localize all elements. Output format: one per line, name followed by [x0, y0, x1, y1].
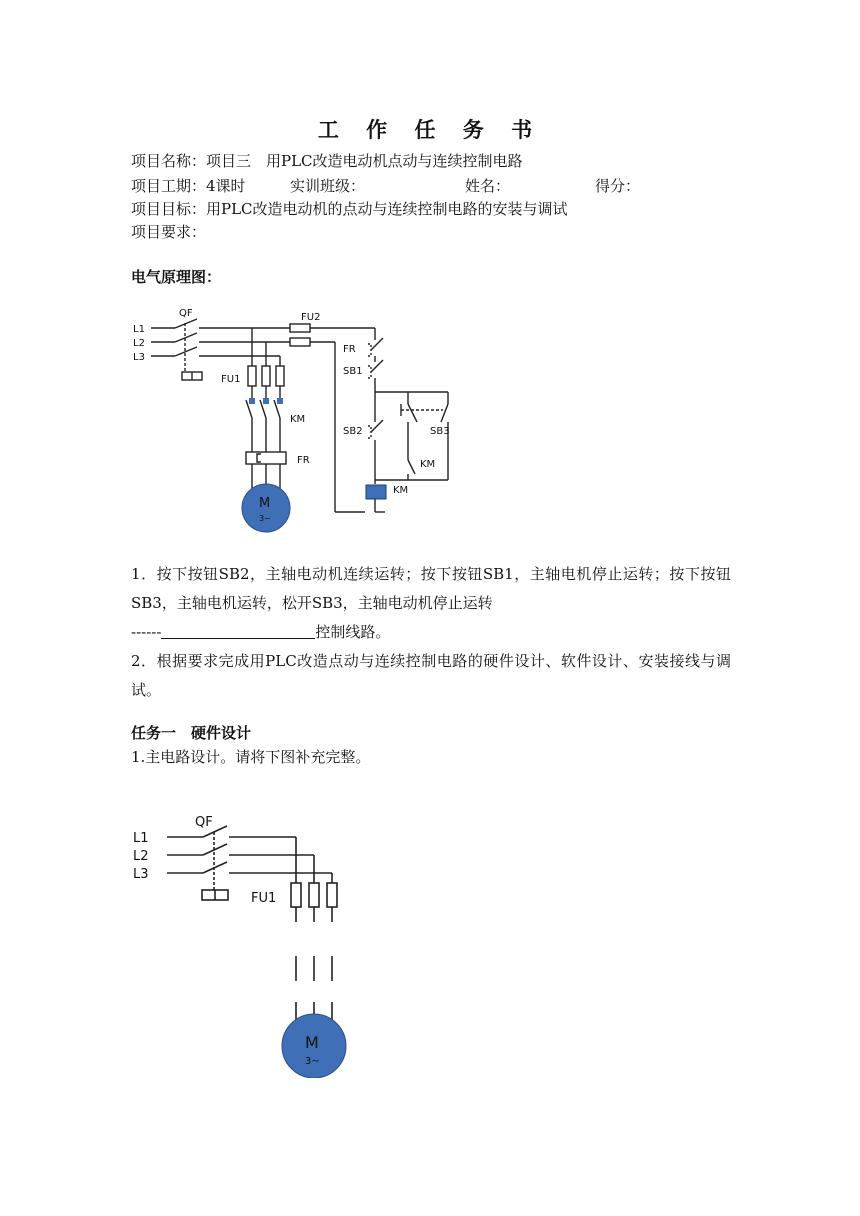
km-main-label: KM: [290, 414, 306, 425]
sb3-label: SB3: [430, 426, 450, 437]
document-title: 工 作 任 务 书: [317, 117, 543, 142]
fill-blank[interactable]: [161, 622, 315, 639]
qf-label: QF: [195, 815, 213, 830]
motor-phase-label: 3~: [305, 1056, 320, 1067]
task1-step1: 1.主电路设计。请将下图补充完整。: [131, 748, 371, 766]
name-label: 姓名：: [465, 177, 511, 195]
sb1-label: SB1: [343, 366, 363, 377]
fu1-terminal: [263, 398, 269, 404]
requirement-item-2: 2．根据要求完成用PLC改造点动与连续控制电路的硬件设计、软件设计、安装接线与调试。: [131, 652, 731, 699]
km-contact-label: KM: [420, 459, 436, 470]
project-goal: 项目目标：用PLC改造电动机的点动与连续控制电路的安装与调试: [131, 200, 568, 218]
motor-phase-label: 3~: [259, 514, 271, 523]
requirement-item-1: 1．按下按钮SB2，主轴电动机连续运转；按下按钮SB1，主轴电机停止运转；按下按钮SB3，主轴电机运转，松开SB3，主轴电动机停止运转 ------ 控制线路。: [131, 565, 731, 641]
l2-label: L2: [133, 338, 145, 349]
schematic-heading: 电气原理图：: [131, 268, 222, 286]
l2-label: L2: [133, 849, 149, 864]
fu1-terminal: [249, 398, 255, 404]
project-info-row: [131, 175, 641, 196]
sb2-label: SB2: [343, 426, 363, 437]
task1-heading: 任务一 硬件设计: [131, 724, 252, 742]
project-name: 项目名称：项目三 用PLC改造电动机点动与连续控制电路: [131, 152, 523, 170]
km-coil: [366, 485, 386, 499]
fu1-terminal: [277, 398, 283, 404]
km-coil-label: KM: [393, 485, 409, 496]
fr-contact-label: FR: [343, 344, 356, 355]
electrical-schematic: [125, 300, 465, 540]
period-label: 项目工期：4课时: [131, 177, 246, 195]
qf-label: QF: [179, 308, 193, 319]
fu1-label: FU1: [221, 374, 241, 385]
fr-main-label: FR: [297, 455, 310, 466]
l1-label: L1: [133, 324, 145, 335]
fu1-label: FU1: [251, 891, 277, 906]
l1-label: L1: [133, 831, 149, 846]
l3-label: L3: [133, 352, 145, 363]
motor-label: M: [305, 1033, 319, 1052]
l3-label: L3: [133, 867, 149, 882]
class-label: 实训班级：: [290, 177, 366, 195]
main-circuit-diagram: [125, 808, 425, 1078]
fu2-label: FU2: [301, 312, 321, 323]
project-requirement: 项目要求：: [131, 223, 207, 241]
motor-label: M: [259, 496, 271, 511]
score-label: 得分：: [595, 177, 641, 195]
